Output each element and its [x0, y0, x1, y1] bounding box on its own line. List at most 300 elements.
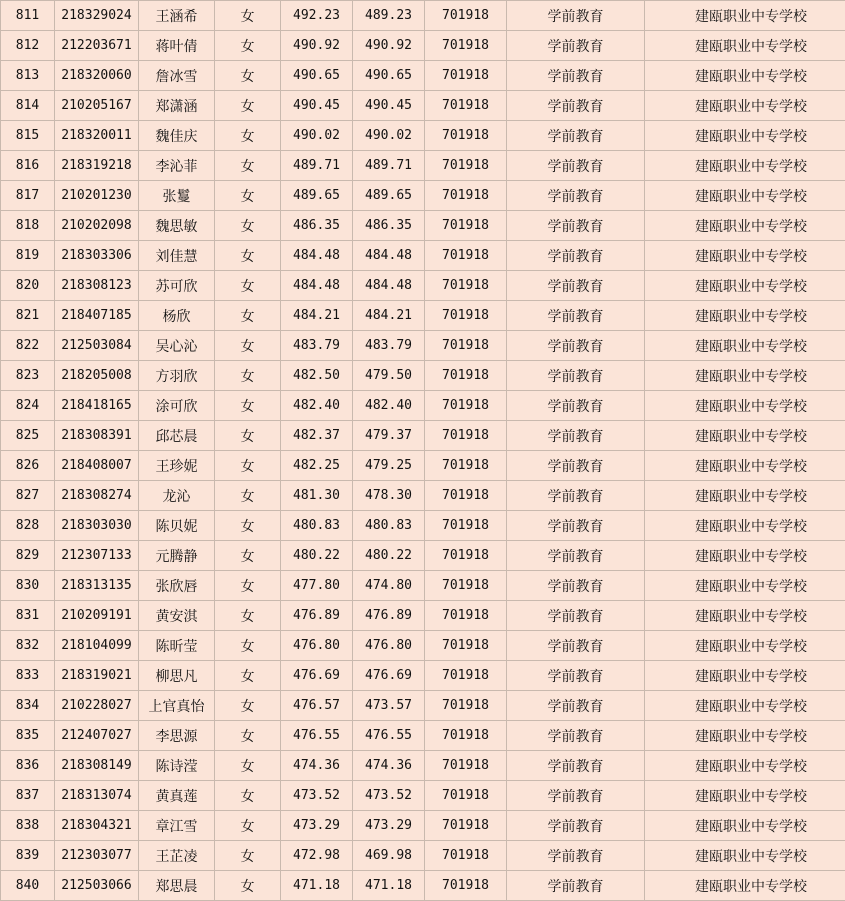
total-score-cell: 483.79 — [281, 331, 353, 361]
major-cell: 学前教育 — [507, 421, 645, 451]
major-cell: 学前教育 — [507, 541, 645, 571]
gender-cell: 女 — [215, 811, 281, 841]
program-code-cell: 701918 — [425, 661, 507, 691]
gender-cell: 女 — [215, 61, 281, 91]
total-score-cell: 489.65 — [281, 181, 353, 211]
exam-id-cell: 218308123 — [55, 271, 139, 301]
total-score-cell: 486.35 — [281, 211, 353, 241]
adjusted-score-cell: 483.79 — [353, 331, 425, 361]
exam-id-cell: 218303030 — [55, 511, 139, 541]
table-row — [1, 841, 845, 871]
major-cell: 学前教育 — [507, 811, 645, 841]
gender-cell: 女 — [215, 391, 281, 421]
name-cell: 王芷凌 — [139, 841, 215, 871]
major-cell: 学前教育 — [507, 331, 645, 361]
gender-cell: 女 — [215, 601, 281, 631]
total-score-cell: 492.23 — [281, 1, 353, 31]
school-cell: 建瓯职业中专学校 — [645, 841, 845, 871]
total-score-cell: 482.37 — [281, 421, 353, 451]
major-cell: 学前教育 — [507, 661, 645, 691]
major-cell: 学前教育 — [507, 1, 645, 31]
rank-cell: 824 — [1, 391, 55, 421]
adjusted-score-cell: 480.83 — [353, 511, 425, 541]
total-score-cell: 476.89 — [281, 601, 353, 631]
rank-cell: 837 — [1, 781, 55, 811]
name-cell: 上官真怡 — [139, 691, 215, 721]
name-cell: 邱芯晨 — [139, 421, 215, 451]
rank-cell: 825 — [1, 421, 55, 451]
name-cell: 魏思敏 — [139, 211, 215, 241]
program-code-cell: 701918 — [425, 781, 507, 811]
table-row — [1, 151, 845, 181]
rank-cell: 838 — [1, 811, 55, 841]
table-body — [1, 1, 845, 901]
school-cell: 建瓯职业中专学校 — [645, 271, 845, 301]
school-cell: 建瓯职业中专学校 — [645, 361, 845, 391]
total-score-cell: 473.52 — [281, 781, 353, 811]
gender-cell: 女 — [215, 331, 281, 361]
rank-cell: 818 — [1, 211, 55, 241]
gender-cell: 女 — [215, 451, 281, 481]
adjusted-score-cell: 482.40 — [353, 391, 425, 421]
school-cell: 建瓯职业中专学校 — [645, 421, 845, 451]
table-row — [1, 421, 845, 451]
table-row — [1, 541, 845, 571]
name-cell: 张欣唇 — [139, 571, 215, 601]
table-row — [1, 511, 845, 541]
total-score-cell: 489.71 — [281, 151, 353, 181]
name-cell: 黄真莲 — [139, 781, 215, 811]
total-score-cell: 477.80 — [281, 571, 353, 601]
major-cell: 学前教育 — [507, 691, 645, 721]
exam-id-cell: 218407185 — [55, 301, 139, 331]
gender-cell: 女 — [215, 151, 281, 181]
rank-cell: 815 — [1, 121, 55, 151]
program-code-cell: 701918 — [425, 121, 507, 151]
program-code-cell: 701918 — [425, 811, 507, 841]
adjusted-score-cell: 476.55 — [353, 721, 425, 751]
major-cell: 学前教育 — [507, 451, 645, 481]
table-row — [1, 91, 845, 121]
gender-cell: 女 — [215, 301, 281, 331]
school-cell: 建瓯职业中专学校 — [645, 121, 845, 151]
adjusted-score-cell: 471.18 — [353, 871, 425, 901]
gender-cell: 女 — [215, 661, 281, 691]
exam-id-cell: 218319021 — [55, 661, 139, 691]
total-score-cell: 490.65 — [281, 61, 353, 91]
gender-cell: 女 — [215, 841, 281, 871]
table-row — [1, 1, 845, 31]
program-code-cell: 701918 — [425, 511, 507, 541]
exam-id-cell: 218308274 — [55, 481, 139, 511]
program-code-cell: 701918 — [425, 541, 507, 571]
total-score-cell: 480.22 — [281, 541, 353, 571]
adjusted-score-cell: 484.48 — [353, 271, 425, 301]
school-cell: 建瓯职业中专学校 — [645, 451, 845, 481]
school-cell: 建瓯职业中专学校 — [645, 721, 845, 751]
total-score-cell: 476.69 — [281, 661, 353, 691]
program-code-cell: 701918 — [425, 421, 507, 451]
major-cell: 学前教育 — [507, 121, 645, 151]
name-cell: 陈诗滢 — [139, 751, 215, 781]
adjusted-score-cell: 489.23 — [353, 1, 425, 31]
total-score-cell: 484.21 — [281, 301, 353, 331]
program-code-cell: 701918 — [425, 721, 507, 751]
exam-id-cell: 218303306 — [55, 241, 139, 271]
school-cell: 建瓯职业中专学校 — [645, 661, 845, 691]
rank-cell: 820 — [1, 271, 55, 301]
total-score-cell: 472.98 — [281, 841, 353, 871]
total-score-cell: 484.48 — [281, 271, 353, 301]
rank-cell: 827 — [1, 481, 55, 511]
adjusted-score-cell: 486.35 — [353, 211, 425, 241]
table-row — [1, 181, 845, 211]
gender-cell: 女 — [215, 271, 281, 301]
major-cell: 学前教育 — [507, 271, 645, 301]
table-row — [1, 31, 845, 61]
name-cell: 吴心沁 — [139, 331, 215, 361]
school-cell: 建瓯职业中专学校 — [645, 61, 845, 91]
program-code-cell: 701918 — [425, 61, 507, 91]
gender-cell: 女 — [215, 751, 281, 781]
rank-cell: 839 — [1, 841, 55, 871]
name-cell: 蒋叶倩 — [139, 31, 215, 61]
total-score-cell: 490.02 — [281, 121, 353, 151]
adjusted-score-cell: 474.80 — [353, 571, 425, 601]
total-score-cell: 482.25 — [281, 451, 353, 481]
rank-cell: 829 — [1, 541, 55, 571]
major-cell: 学前教育 — [507, 91, 645, 121]
table-row — [1, 481, 845, 511]
rank-cell: 831 — [1, 601, 55, 631]
school-cell: 建瓯职业中专学校 — [645, 331, 845, 361]
exam-id-cell: 218205008 — [55, 361, 139, 391]
program-code-cell: 701918 — [425, 211, 507, 241]
gender-cell: 女 — [215, 211, 281, 241]
adjusted-score-cell: 476.89 — [353, 601, 425, 631]
adjusted-score-cell: 474.36 — [353, 751, 425, 781]
school-cell: 建瓯职业中专学校 — [645, 181, 845, 211]
name-cell: 王涵希 — [139, 1, 215, 31]
table-row — [1, 271, 845, 301]
exam-id-cell: 210205167 — [55, 91, 139, 121]
table-row — [1, 331, 845, 361]
total-score-cell: 476.57 — [281, 691, 353, 721]
major-cell: 学前教育 — [507, 181, 645, 211]
adjusted-score-cell: 478.30 — [353, 481, 425, 511]
adjusted-score-cell: 480.22 — [353, 541, 425, 571]
school-cell: 建瓯职业中专学校 — [645, 691, 845, 721]
rank-cell: 836 — [1, 751, 55, 781]
total-score-cell: 481.30 — [281, 481, 353, 511]
name-cell: 柳思凡 — [139, 661, 215, 691]
program-code-cell: 701918 — [425, 271, 507, 301]
exam-id-cell: 218313074 — [55, 781, 139, 811]
total-score-cell: 482.40 — [281, 391, 353, 421]
total-score-cell: 476.55 — [281, 721, 353, 751]
name-cell: 章江雪 — [139, 811, 215, 841]
major-cell: 学前教育 — [507, 871, 645, 901]
name-cell: 方羽欣 — [139, 361, 215, 391]
school-cell: 建瓯职业中专学校 — [645, 91, 845, 121]
table-row — [1, 61, 845, 91]
rank-cell: 828 — [1, 511, 55, 541]
rank-cell: 840 — [1, 871, 55, 901]
adjusted-score-cell: 479.37 — [353, 421, 425, 451]
rank-cell: 830 — [1, 571, 55, 601]
name-cell: 陈昕莹 — [139, 631, 215, 661]
school-cell: 建瓯职业中专学校 — [645, 871, 845, 901]
gender-cell: 女 — [215, 571, 281, 601]
school-cell: 建瓯职业中专学校 — [645, 241, 845, 271]
exam-id-cell: 218329024 — [55, 1, 139, 31]
school-cell: 建瓯职业中专学校 — [645, 631, 845, 661]
total-score-cell: 482.50 — [281, 361, 353, 391]
school-cell: 建瓯职业中专学校 — [645, 1, 845, 31]
table-row — [1, 601, 845, 631]
school-cell: 建瓯职业中专学校 — [645, 481, 845, 511]
program-code-cell: 701918 — [425, 1, 507, 31]
total-score-cell: 476.80 — [281, 631, 353, 661]
table-row — [1, 361, 845, 391]
exam-id-cell: 218418165 — [55, 391, 139, 421]
table-row — [1, 241, 845, 271]
name-cell: 郑潇涵 — [139, 91, 215, 121]
total-score-cell: 474.36 — [281, 751, 353, 781]
adjusted-score-cell: 484.48 — [353, 241, 425, 271]
school-cell: 建瓯职业中专学校 — [645, 781, 845, 811]
major-cell: 学前教育 — [507, 751, 645, 781]
program-code-cell: 701918 — [425, 631, 507, 661]
major-cell: 学前教育 — [507, 781, 645, 811]
total-score-cell: 490.92 — [281, 31, 353, 61]
exam-id-cell: 210201230 — [55, 181, 139, 211]
gender-cell: 女 — [215, 421, 281, 451]
exam-id-cell: 218304321 — [55, 811, 139, 841]
rank-cell: 833 — [1, 661, 55, 691]
name-cell: 魏佳庆 — [139, 121, 215, 151]
major-cell: 学前教育 — [507, 361, 645, 391]
program-code-cell: 701918 — [425, 301, 507, 331]
program-code-cell: 701918 — [425, 571, 507, 601]
rank-cell: 834 — [1, 691, 55, 721]
major-cell: 学前教育 — [507, 301, 645, 331]
adjusted-score-cell: 490.02 — [353, 121, 425, 151]
program-code-cell: 701918 — [425, 331, 507, 361]
total-score-cell: 480.83 — [281, 511, 353, 541]
gender-cell: 女 — [215, 31, 281, 61]
total-score-cell: 490.45 — [281, 91, 353, 121]
program-code-cell: 701918 — [425, 601, 507, 631]
table-row — [1, 631, 845, 661]
table-row — [1, 781, 845, 811]
rank-cell: 816 — [1, 151, 55, 181]
adjusted-score-cell: 489.65 — [353, 181, 425, 211]
total-score-cell: 473.29 — [281, 811, 353, 841]
rank-cell: 822 — [1, 331, 55, 361]
school-cell: 建瓯职业中专学校 — [645, 301, 845, 331]
name-cell: 涂可欣 — [139, 391, 215, 421]
major-cell: 学前教育 — [507, 211, 645, 241]
adjusted-score-cell: 476.69 — [353, 661, 425, 691]
name-cell: 王珍妮 — [139, 451, 215, 481]
exam-id-cell: 212307133 — [55, 541, 139, 571]
major-cell: 学前教育 — [507, 631, 645, 661]
school-cell: 建瓯职业中专学校 — [645, 751, 845, 781]
name-cell: 张鬘 — [139, 181, 215, 211]
school-cell: 建瓯职业中专学校 — [645, 151, 845, 181]
gender-cell: 女 — [215, 481, 281, 511]
school-cell: 建瓯职业中专学校 — [645, 571, 845, 601]
program-code-cell: 701918 — [425, 391, 507, 421]
table-row — [1, 811, 845, 841]
exam-id-cell: 218319218 — [55, 151, 139, 181]
total-score-cell: 484.48 — [281, 241, 353, 271]
major-cell: 学前教育 — [507, 721, 645, 751]
adjusted-score-cell: 489.71 — [353, 151, 425, 181]
gender-cell: 女 — [215, 1, 281, 31]
table-row — [1, 391, 845, 421]
table-row — [1, 721, 845, 751]
adjusted-score-cell: 469.98 — [353, 841, 425, 871]
table-row — [1, 691, 845, 721]
exam-id-cell: 218308391 — [55, 421, 139, 451]
school-cell: 建瓯职业中专学校 — [645, 391, 845, 421]
name-cell: 刘佳慧 — [139, 241, 215, 271]
name-cell: 詹冰雪 — [139, 61, 215, 91]
name-cell: 陈贝妮 — [139, 511, 215, 541]
exam-id-cell: 210202098 — [55, 211, 139, 241]
gender-cell: 女 — [215, 631, 281, 661]
table-row — [1, 121, 845, 151]
gender-cell: 女 — [215, 511, 281, 541]
program-code-cell: 701918 — [425, 31, 507, 61]
name-cell: 杨欣 — [139, 301, 215, 331]
program-code-cell: 701918 — [425, 91, 507, 121]
gender-cell: 女 — [215, 121, 281, 151]
exam-id-cell: 218408007 — [55, 451, 139, 481]
adjusted-score-cell: 473.29 — [353, 811, 425, 841]
exam-id-cell: 212203671 — [55, 31, 139, 61]
gender-cell: 女 — [215, 871, 281, 901]
school-cell: 建瓯职业中专学校 — [645, 31, 845, 61]
table-row — [1, 301, 845, 331]
name-cell: 苏可欣 — [139, 271, 215, 301]
program-code-cell: 701918 — [425, 181, 507, 211]
exam-id-cell: 218104099 — [55, 631, 139, 661]
rank-cell: 826 — [1, 451, 55, 481]
school-cell: 建瓯职业中专学校 — [645, 211, 845, 241]
program-code-cell: 701918 — [425, 841, 507, 871]
gender-cell: 女 — [215, 781, 281, 811]
gender-cell: 女 — [215, 541, 281, 571]
adjusted-score-cell: 479.50 — [353, 361, 425, 391]
gender-cell: 女 — [215, 181, 281, 211]
rank-cell: 823 — [1, 361, 55, 391]
rank-cell: 817 — [1, 181, 55, 211]
adjusted-score-cell: 490.65 — [353, 61, 425, 91]
rank-cell: 821 — [1, 301, 55, 331]
table-row — [1, 871, 845, 901]
rank-cell: 813 — [1, 61, 55, 91]
table-row — [1, 661, 845, 691]
table-row — [1, 571, 845, 601]
gender-cell: 女 — [215, 241, 281, 271]
program-code-cell: 701918 — [425, 451, 507, 481]
adjusted-score-cell: 473.57 — [353, 691, 425, 721]
exam-id-cell: 212503084 — [55, 331, 139, 361]
program-code-cell: 701918 — [425, 151, 507, 181]
exam-id-cell: 218308149 — [55, 751, 139, 781]
name-cell: 元腾静 — [139, 541, 215, 571]
adjusted-score-cell: 476.80 — [353, 631, 425, 661]
major-cell: 学前教育 — [507, 601, 645, 631]
program-code-cell: 701918 — [425, 481, 507, 511]
table-row — [1, 211, 845, 241]
major-cell: 学前教育 — [507, 31, 645, 61]
major-cell: 学前教育 — [507, 841, 645, 871]
name-cell: 黄安淇 — [139, 601, 215, 631]
program-code-cell: 701918 — [425, 241, 507, 271]
program-code-cell: 701918 — [425, 751, 507, 781]
exam-id-cell: 210228027 — [55, 691, 139, 721]
rank-cell: 832 — [1, 631, 55, 661]
exam-id-cell: 212503066 — [55, 871, 139, 901]
major-cell: 学前教育 — [507, 391, 645, 421]
adjusted-score-cell: 490.92 — [353, 31, 425, 61]
major-cell: 学前教育 — [507, 241, 645, 271]
adjusted-score-cell: 473.52 — [353, 781, 425, 811]
major-cell: 学前教育 — [507, 151, 645, 181]
school-cell: 建瓯职业中专学校 — [645, 601, 845, 631]
major-cell: 学前教育 — [507, 481, 645, 511]
school-cell: 建瓯职业中专学校 — [645, 541, 845, 571]
gender-cell: 女 — [215, 691, 281, 721]
rank-cell: 812 — [1, 31, 55, 61]
school-cell: 建瓯职业中专学校 — [645, 811, 845, 841]
exam-id-cell: 218320011 — [55, 121, 139, 151]
gender-cell: 女 — [215, 721, 281, 751]
school-cell: 建瓯职业中专学校 — [645, 511, 845, 541]
major-cell: 学前教育 — [507, 511, 645, 541]
name-cell: 李思源 — [139, 721, 215, 751]
adjusted-score-cell: 484.21 — [353, 301, 425, 331]
program-code-cell: 701918 — [425, 691, 507, 721]
major-cell: 学前教育 — [507, 61, 645, 91]
exam-id-cell: 210209191 — [55, 601, 139, 631]
rank-cell: 835 — [1, 721, 55, 751]
rank-cell: 814 — [1, 91, 55, 121]
table-row — [1, 751, 845, 781]
program-code-cell: 701918 — [425, 361, 507, 391]
rank-cell: 811 — [1, 1, 55, 31]
name-cell: 李沁菲 — [139, 151, 215, 181]
name-cell: 龙沁 — [139, 481, 215, 511]
adjusted-score-cell: 490.45 — [353, 91, 425, 121]
program-code-cell: 701918 — [425, 871, 507, 901]
gender-cell: 女 — [215, 361, 281, 391]
table-row — [1, 451, 845, 481]
major-cell: 学前教育 — [507, 571, 645, 601]
exam-id-cell: 212303077 — [55, 841, 139, 871]
exam-id-cell: 212407027 — [55, 721, 139, 751]
name-cell: 郑思晨 — [139, 871, 215, 901]
total-score-cell: 471.18 — [281, 871, 353, 901]
exam-id-cell: 218313135 — [55, 571, 139, 601]
gender-cell: 女 — [215, 91, 281, 121]
rank-cell: 819 — [1, 241, 55, 271]
exam-id-cell: 218320060 — [55, 61, 139, 91]
